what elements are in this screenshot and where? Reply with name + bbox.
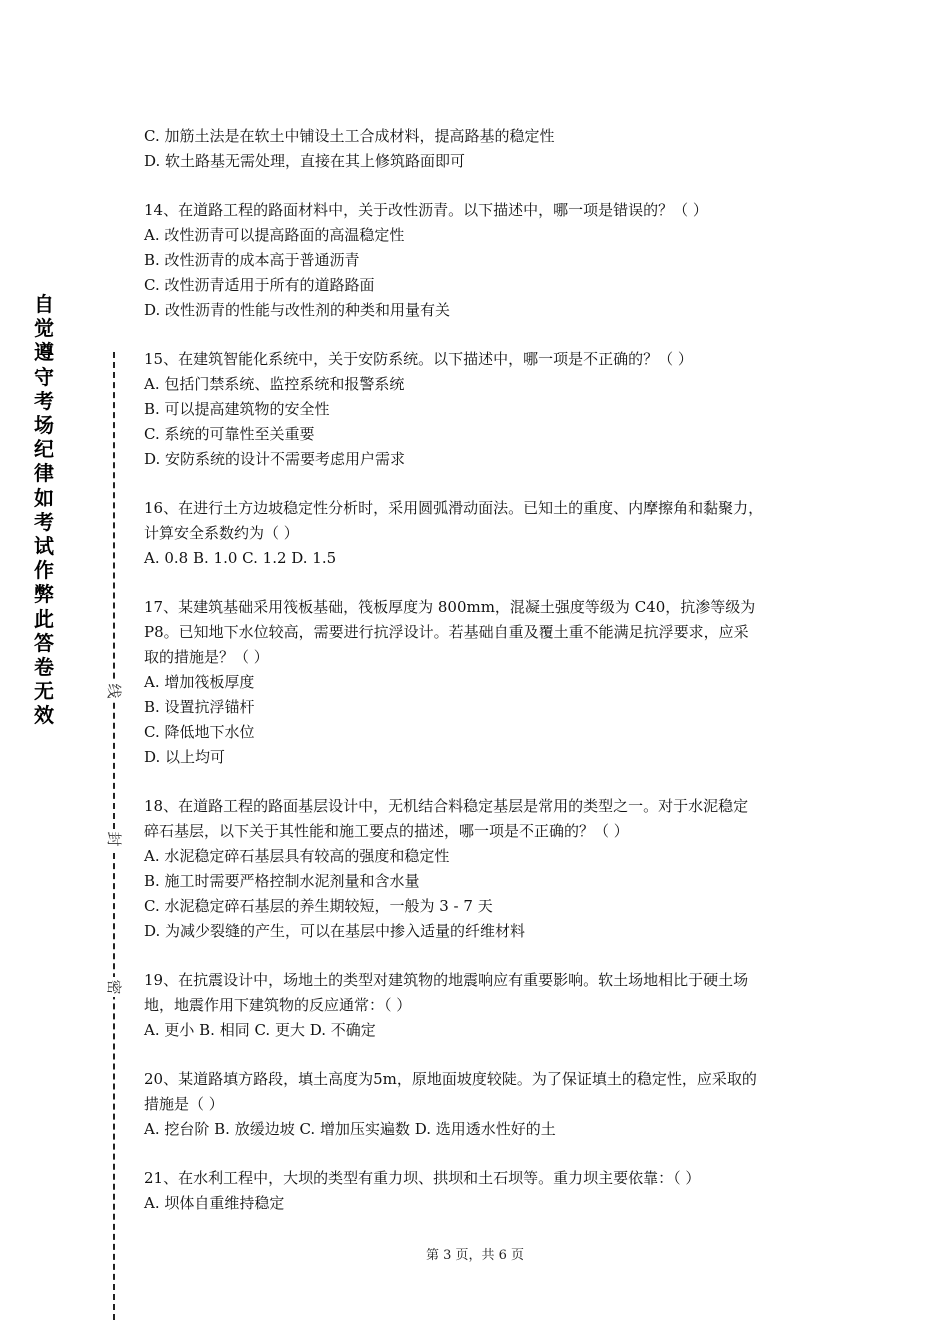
question-18 [144,794,824,944]
question-20 [144,1067,824,1142]
question-16 [144,496,824,571]
q18-option-a: A. 水泥稳定碎石基层具有较高的强度和稳定性 [144,847,450,865]
question-15 [144,347,824,472]
exam-content [144,124,824,1216]
q20-stem-line-1: 20、某道路填方路段，填土高度为5m，原地面坡度较陡。为了保证填土的稳定性，应采取的 [144,1070,757,1088]
q15-option-a: A. 包括门禁系统、监控系统和报警系统 [144,375,405,393]
binding-label-xian: 线 [103,681,125,701]
question-17 [144,595,824,770]
q19-options: A. 更小 B. 相同 C. 更大 D. 不确定 [144,1021,376,1039]
question-13-tail [144,124,824,174]
q15-option-d: D. 安防系统的设计不需要考虑用户需求 [144,450,406,468]
side-warning-text: 自觉遵守考场纪律如考试作弊此答卷无效 [34,292,54,728]
q15-option-b: B. 可以提高建筑物的安全性 [144,400,330,418]
q21-option-a: A. 坝体自重维持稳定 [144,1194,285,1212]
q17-option-d: D. 以上均可 [144,748,226,766]
q13-option-c: C. 加筋土法是在软土中铺设土工合成材料，提高路基的稳定性 [144,127,555,145]
q15-stem: 15、在建筑智能化系统中，关于安防系统。以下描述中，哪一项是不正确的？（ ） [144,350,693,368]
q16-stem-line-2: 计算安全系数约为（ ） [144,524,299,542]
binding-label-feng: 封 [103,829,125,849]
q14-option-a: A. 改性沥青可以提高路面的高温稳定性 [144,226,405,244]
q18-option-b: B. 施工时需要严格控制水泥剂量和含水量 [144,872,420,890]
q17-stem-line-1: 17、某建筑基础采用筏板基础，筏板厚度为 800mm，混凝土强度等级为 C40，抗渗等级为 [144,598,756,616]
q21-stem: 21、在水利工程中，大坝的类型有重力坝、拱坝和土石坝等。重力坝主要依靠：（ ） [144,1169,701,1187]
q17-stem-line-3: 取的措施是？（ ） [144,648,269,666]
q16-options: A. 0.8 B. 1.0 C. 1.2 D. 1.5 [144,549,337,567]
q17-option-b: B. 设置抗浮锚杆 [144,698,255,716]
q15-option-c: C. 系统的可靠性至关重要 [144,425,315,443]
q17-option-c: C. 降低地下水位 [144,723,255,741]
q14-option-d: D. 改性沥青的性能与改性剂的种类和用量有关 [144,301,451,319]
q14-stem: 14、在道路工程的路面材料中，关于改性沥青。以下描述中，哪一项是错误的？（ ） [144,201,708,219]
question-14 [144,198,824,323]
q16-stem-line-1: 16、在进行土方边坡稳定性分析时，采用圆弧滑动面法。已知土的重度、内摩擦角和黏聚力， [144,499,764,517]
q19-stem-line-2: 地，地震作用下建筑物的反应通常：（ ） [144,996,412,1014]
q18-stem-line-2: 碎石基层，以下关于其性能和施工要点的描述，哪一项是不正确的？（ ） [144,822,629,840]
page-number-footer: 第 3 页，共 6 页 [425,1248,525,1263]
q18-option-d: D. 为减少裂缝的产生，可以在基层中掺入适量的纤维材料 [144,922,526,940]
q20-stem-line-2: 措施是（ ） [144,1095,224,1113]
question-19 [144,968,824,1043]
q14-option-b: B. 改性沥青的成本高于普通沥青 [144,251,360,269]
q17-option-a: A. 增加筏板厚度 [144,673,255,691]
q18-option-c: C. 水泥稳定碎石基层的养生期较短，一般为 3 - 7 天 [144,897,493,915]
q14-option-c: C. 改性沥青适用于所有的道路路面 [144,276,375,294]
q17-stem-line-2: P8。已知地下水位较高，需要进行抗浮设计。若基础自重及覆土重不能满足抗浮要求，应采 [144,623,749,641]
q18-stem-line-1: 18、在道路工程的路面基层设计中，无机结合料稳定基层是常用的类型之一。对于水泥稳定 [144,797,749,815]
q20-options: A. 挖台阶 B. 放缓边坡 C. 增加压实遍数 D. 选用透水性好的土 [144,1120,556,1138]
question-21 [144,1166,824,1216]
q19-stem-line-1: 19、在抗震设计中，场地土的类型对建筑物的地震响应有重要影响。软土场地相比于硬土场 [144,971,749,989]
binding-label-mi: 密 [103,977,125,997]
q13-option-d: D. 软土路基无需处理，直接在其上修筑路面即可 [144,152,466,170]
